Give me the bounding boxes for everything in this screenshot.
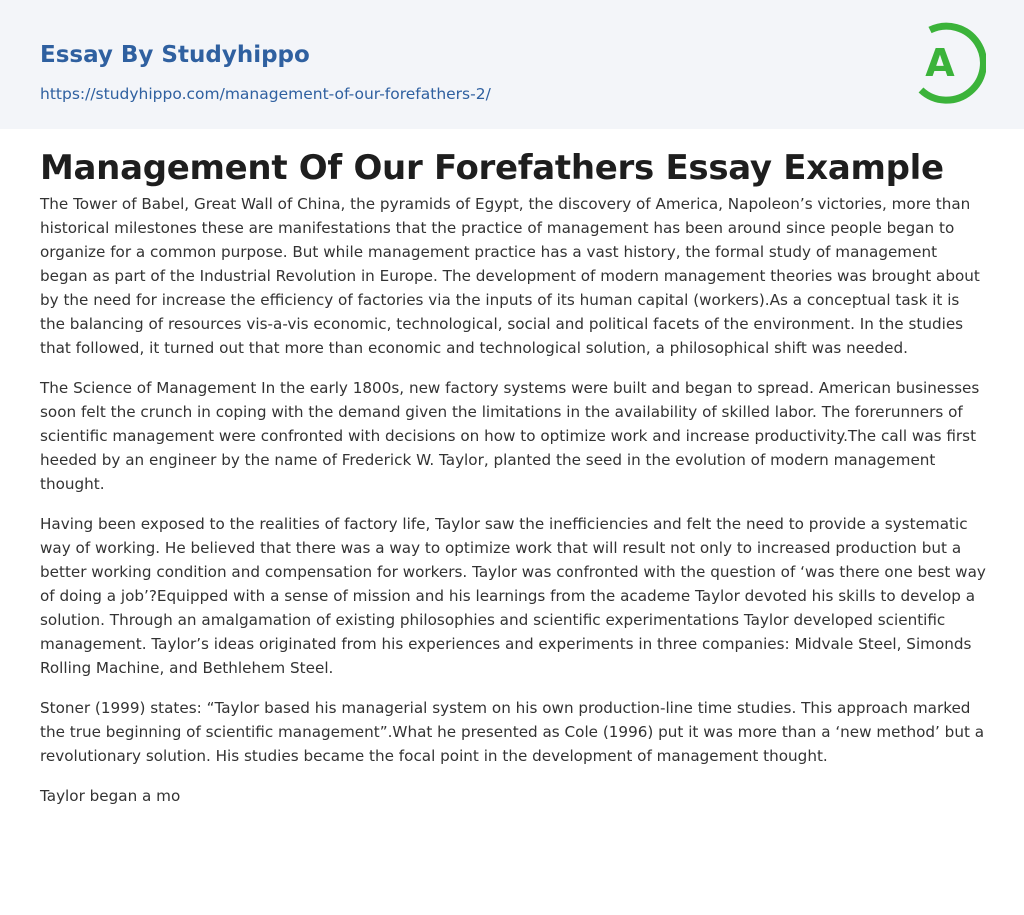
essay-title: Management Of Our Forefathers Essay Example [40, 148, 944, 188]
essay-paragraph: The Science of Management In the early 1800s, new factory systems were built and began to spread. American businesses soon felt the crunch in coping with the demand given the limitations in the availability of skilled labor. The forerunners of scientific management were confronted with decisions on how to optimize work and increase productivity.The call was first heeded by an engineer by the name of Frederick W. Taylor, planted the seed in the evolution of modern management thought. [40, 379, 980, 493]
essay-content [40, 129, 986, 824]
site-header [0, 0, 1024, 129]
logo-letter: A [925, 41, 955, 85]
essay-paragraph-truncated: Taylor began a mo [40, 787, 181, 805]
studyhippo-logo-icon[interactable] [912, 19, 986, 105]
source-url-link[interactable]: https://studyhippo.com/management-of-our-forefathers-2/ [40, 85, 491, 103]
essay-paragraph: The Tower of Babel, Great Wall of China, the pyramids of Egypt, the discovery of America, Napoleon’s victories, more than historical milestones these are manifestations that the practice of management has been around since people began to organize for a common purpose. But while management practice has a vast history, the formal study of management began as part of the Industrial Revolution in Europe. The development of modern management theories was brought about by the need for increase the efficiency of factories via the inputs of its human capital (workers).As a conceptual task it is the balancing of resources vis-a-vis economic, technological, social and political facets of the environment. In the studies that followed, it turned out that more than economic and technological solution, a philosophical shift was needed. [40, 195, 980, 357]
essay-paragraph: Having been exposed to the realities of factory life, Taylor saw the inefficiencies and felt the need to provide a systematic way of working. He believed that there was a way to optimize work that will result not only to increased production but a better working condition and compensation for workers. Taylor was confronted with the question of ‘was there one best way of doing a job’?Equipped with a sense of mission and his learnings from the academe Taylor devoted his skills to develop a solution. Through an amalgamation of existing philosophies and scientific experimentations Taylor developed scientific management. Taylor’s ideas originated from his experiences and experiments in three companies: Midvale Steel, Simonds Rolling Machine, and Bethlehem Steel. [40, 515, 986, 677]
site-title: Essay By Studyhippo [40, 42, 310, 68]
essay-paragraph: Stoner (1999) states: “Taylor based his managerial system on his own production-line time studies. This approach marked the true beginning of scientific management”.What he presented as Cole (1996) put it was more than a ‘new method’ but a revolutionary solution. His studies became the focal point in the development of management thought. [40, 699, 985, 765]
